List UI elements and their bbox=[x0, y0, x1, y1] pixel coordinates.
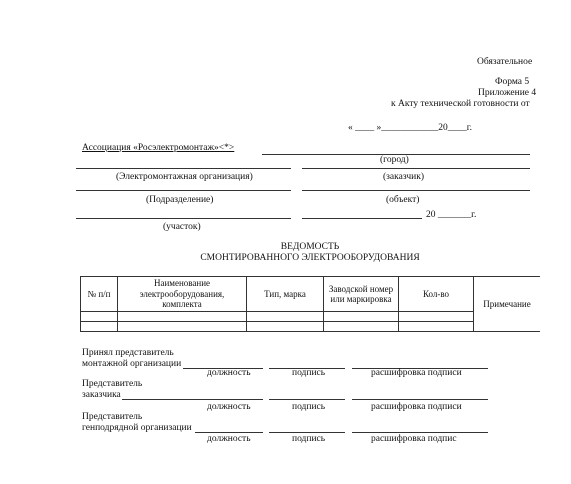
object-label: (объект) bbox=[386, 195, 420, 205]
general-decoding-label: расшифровка подпис bbox=[371, 434, 457, 444]
header-qty: Кол-во bbox=[399, 277, 474, 312]
general-position-line bbox=[195, 432, 263, 433]
header-type: Тип, марка bbox=[247, 277, 324, 312]
installer-decoding-label: расшифровка подписи bbox=[371, 368, 462, 378]
site-date: 20 _______г. bbox=[426, 210, 477, 220]
header-name-2: электрооборудования, bbox=[139, 288, 225, 299]
general-signature-line bbox=[269, 432, 345, 433]
header-note: Примечание bbox=[474, 277, 541, 332]
customer-rep-label-1: Представитель bbox=[82, 379, 143, 389]
mandatory-label: Обязательное bbox=[477, 57, 533, 67]
act-date-line: « ____ »____________20____г. bbox=[348, 123, 472, 133]
general-rep-label-1: Представитель bbox=[82, 412, 143, 422]
customer-signature-line bbox=[269, 399, 345, 400]
subdivision-line bbox=[76, 190, 291, 191]
equipment-table bbox=[80, 276, 540, 332]
customer-decoding-line bbox=[352, 399, 488, 400]
customer-line bbox=[302, 168, 530, 169]
table-row bbox=[81, 312, 541, 322]
customer-position-label: должность bbox=[207, 402, 251, 412]
form-number: Форма 5 bbox=[495, 77, 530, 87]
installer-position-label: должность bbox=[207, 368, 251, 378]
general-position-label: должность bbox=[207, 434, 251, 444]
general-decoding-line bbox=[352, 432, 488, 433]
table-header-row bbox=[81, 277, 541, 312]
subdivision-label: (Подразделение) bbox=[146, 195, 214, 205]
accepted-label-2: монтажной организации bbox=[82, 359, 182, 369]
header-serial-1: Заводской номер bbox=[328, 283, 394, 294]
site-label: (участок) bbox=[163, 222, 201, 232]
header-name-3: комплекта bbox=[162, 299, 202, 310]
document-title: ВЕДОМОСТЬ bbox=[280, 242, 340, 252]
object-line bbox=[302, 190, 530, 191]
installer-signature-label: подпись bbox=[292, 368, 326, 378]
header-name-1: Наименование bbox=[153, 278, 211, 289]
association-name: Ассоциация «Росэлектромонтаж»<*> bbox=[82, 143, 235, 153]
installer-line bbox=[76, 168, 291, 169]
general-signature-label: подпись bbox=[292, 434, 326, 444]
customer-signature-label: подпись bbox=[292, 402, 326, 412]
table-row bbox=[81, 322, 541, 332]
header-serial bbox=[324, 277, 399, 312]
header-num: № п/п bbox=[81, 277, 118, 312]
general-rep-label-2: генподрядной организации bbox=[82, 423, 192, 433]
customer-label: (заказчик) bbox=[383, 172, 425, 182]
site-date-line bbox=[302, 218, 422, 219]
customer-rep-label-2: заказчика bbox=[82, 390, 121, 400]
act-reference: к Акту технической готовности от bbox=[391, 99, 530, 109]
site-line bbox=[76, 218, 291, 219]
appendix-number: Приложение 4 bbox=[478, 88, 537, 98]
customer-position-line bbox=[122, 399, 263, 400]
header-serial-2: или маркировка bbox=[330, 294, 392, 304]
document-subtitle: СМОНТИРОВАННОГО ЭЛЕКТРООБОРУДОВАНИЯ bbox=[200, 253, 420, 263]
header-name bbox=[118, 277, 247, 312]
accepted-label-1: Принял представитель bbox=[82, 348, 174, 358]
city-label: (город) bbox=[380, 155, 409, 165]
installer-label: (Электромонтажная организация) bbox=[116, 172, 253, 182]
customer-decoding-label: расшифровка подписи bbox=[371, 402, 462, 412]
